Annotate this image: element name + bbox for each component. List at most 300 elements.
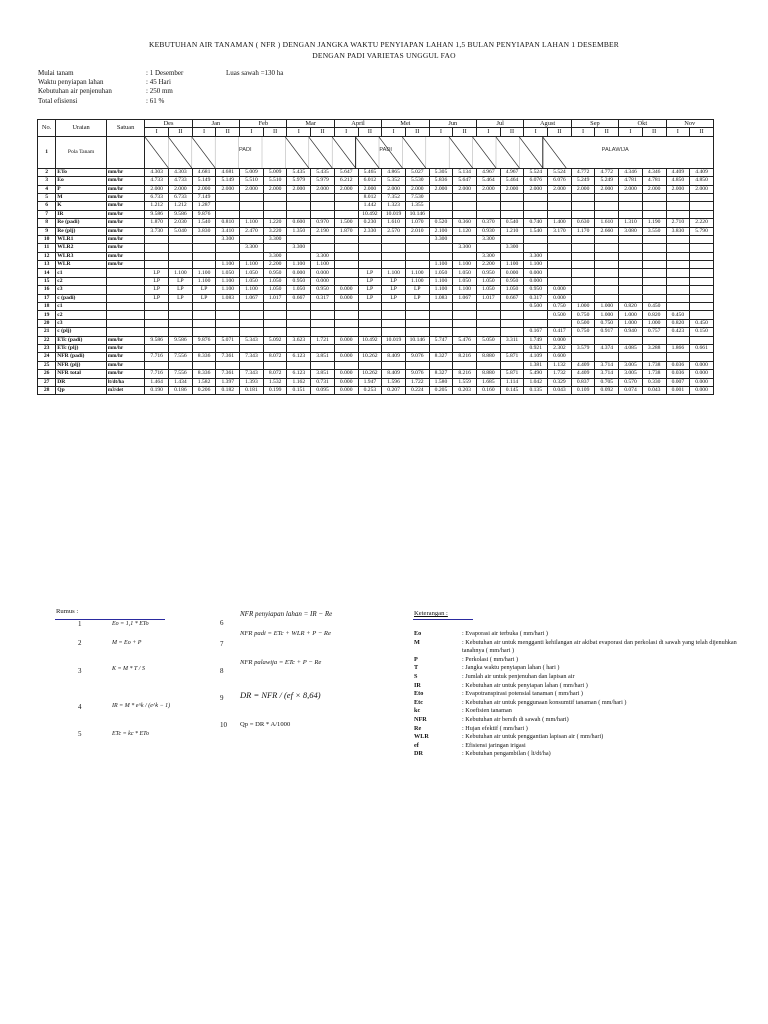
table-cell: 8.409 (382, 353, 406, 361)
row-label: NFR (plj) (56, 361, 107, 369)
table-cell (548, 202, 572, 210)
table-cell: 1.610 (595, 219, 619, 227)
table-cell (358, 319, 382, 327)
table-cell: 1.100 (453, 261, 477, 269)
table-cell (334, 361, 358, 369)
meta-info (38, 69, 283, 106)
table-cell (169, 244, 193, 252)
table-cell: 3.623 (287, 336, 311, 344)
table-cell: 2.000 (216, 185, 240, 193)
table-cell (429, 328, 453, 336)
table-cell: 0.000 (334, 370, 358, 378)
table-cell: 5.071 (216, 336, 240, 344)
table-cell: 1.350 (287, 227, 311, 235)
legend-item (414, 682, 754, 691)
table-cell (263, 361, 287, 369)
table-cell: 0.092 (595, 386, 619, 394)
legend-symbol: S (414, 672, 418, 680)
table-cell (642, 252, 666, 260)
table-cell (619, 244, 643, 252)
table-cell: 5.009 (240, 168, 264, 176)
table-cell: 0.940 (619, 328, 643, 336)
row-number: 16 (38, 286, 56, 294)
table-cell (477, 210, 501, 218)
table-cell: LP (358, 286, 382, 294)
table-cell: 5.871 (500, 370, 524, 378)
table-cell (595, 294, 619, 302)
table-cell: 1.559 (453, 378, 477, 386)
table-cell: 1.100 (240, 261, 264, 269)
table-cell: 0.750 (548, 303, 572, 311)
table-cell: 2.000 (263, 185, 287, 193)
table-cell: 5.524 (524, 168, 548, 176)
table-cell: 3.830 (192, 227, 216, 235)
month-header: Nov (666, 120, 713, 128)
table-cell: 2.000 (358, 185, 382, 193)
table-cell (334, 252, 358, 260)
period-header: I (334, 128, 358, 136)
table-cell: 3.300 (263, 235, 287, 243)
table-cell: 5.836 (429, 177, 453, 185)
table-cell (169, 261, 193, 269)
keterangan-underline (413, 619, 473, 620)
row-label: c (padi) (56, 294, 107, 302)
row-unit: mm/hr (106, 235, 144, 243)
table-row (38, 294, 714, 302)
meta-value: : 61 % (146, 96, 165, 105)
table-cell: LP (382, 286, 406, 294)
table-cell: 2.000 (382, 185, 406, 193)
table-cell (169, 235, 193, 243)
table-cell: 0.329 (548, 378, 572, 386)
table-cell (358, 244, 382, 252)
table-cell (500, 328, 524, 336)
table-cell (405, 319, 429, 327)
table-cell: 1.947 (358, 378, 382, 386)
table-cell: 4.967 (477, 168, 501, 176)
table-row (38, 235, 714, 243)
row-unit: mm/hr (106, 219, 144, 227)
table-cell: 2.302 (548, 344, 572, 352)
table-cell: 0.230 (358, 219, 382, 227)
table-cell: 7.556 (169, 370, 193, 378)
table-cell (571, 261, 595, 269)
table-cell: 3.300 (429, 235, 453, 243)
table-cell (666, 261, 690, 269)
table-cell (690, 202, 714, 210)
table-cell: 7.343 (240, 353, 264, 361)
row-number: 21 (38, 328, 56, 336)
table-cell: 2.000 (311, 185, 335, 193)
table-cell (216, 303, 240, 311)
table-cell (382, 311, 406, 319)
table-cell: 5.435 (287, 168, 311, 176)
table-cell (311, 361, 335, 369)
table-cell (382, 261, 406, 269)
table-cell: 3.300 (287, 244, 311, 252)
table-cell: 1.100 (429, 286, 453, 294)
table-cell: 1.050 (287, 286, 311, 294)
table-cell (216, 328, 240, 336)
table-cell: 1.120 (453, 227, 477, 235)
table-cell: 0.500 (548, 311, 572, 319)
table-cell: 5.305 (429, 168, 453, 176)
table-cell (405, 344, 429, 352)
legend-symbol: IR (414, 681, 421, 689)
table-cell (571, 193, 595, 201)
table-cell (571, 202, 595, 210)
table-cell (145, 319, 169, 327)
table-cell (642, 202, 666, 210)
table-cell (311, 244, 335, 252)
table-cell: 1.000 (595, 311, 619, 319)
doc-subtitle: DENGAN PADI VARIETAS UNGGUL FAO (312, 51, 456, 60)
table-cell: 1.000 (595, 303, 619, 311)
table-cell (216, 244, 240, 252)
row-label: c (plj) (56, 328, 107, 336)
table-cell: 0.036 (666, 361, 690, 369)
legend-item (414, 630, 754, 639)
table-cell: 7.361 (216, 370, 240, 378)
table-cell (619, 261, 643, 269)
formula-number: 8 (220, 667, 224, 675)
table-cell: 0.000 (334, 386, 358, 394)
table-row (38, 219, 714, 227)
table-cell (690, 336, 714, 344)
table-cell (145, 361, 169, 369)
table-cell: 0.930 (477, 227, 501, 235)
table-cell: LP (145, 277, 169, 285)
table-cell: 0.160 (477, 386, 501, 394)
row-label: WLR1 (56, 235, 107, 243)
table-cell (690, 193, 714, 201)
table-cell: 3.730 (145, 227, 169, 235)
table-cell: 2.190 (311, 227, 335, 235)
table-row (38, 168, 714, 176)
table-cell: 1.190 (642, 219, 666, 227)
table-cell: 0.330 (642, 378, 666, 386)
table-cell (595, 353, 619, 361)
row-unit: mm/hr (106, 185, 144, 193)
table-cell (571, 269, 595, 277)
table-cell: LP (405, 294, 429, 302)
table-cell: 1.540 (192, 219, 216, 227)
row-number: 4 (38, 185, 56, 193)
legend-description: : Koefisien tanaman (462, 707, 512, 715)
table-cell: 10.019 (382, 336, 406, 344)
table-cell: 0.109 (571, 386, 595, 394)
table-cell: 4.409 (666, 168, 690, 176)
table-cell: 2.000 (524, 185, 548, 193)
table-cell (666, 252, 690, 260)
table-cell (548, 193, 572, 201)
table-cell (311, 303, 335, 311)
table-cell (571, 210, 595, 218)
table-cell (642, 261, 666, 269)
table-cell (429, 252, 453, 260)
table-cell: 4.733 (169, 177, 193, 185)
table-cell: 1.100 (311, 261, 335, 269)
table-cell (334, 210, 358, 218)
table-cell (690, 244, 714, 252)
row-unit: m3/det (106, 386, 144, 394)
table-cell: 8.216 (453, 353, 477, 361)
table-row (38, 336, 714, 344)
table-cell: 5.464 (477, 177, 501, 185)
row-label: Pola Tanam (56, 136, 107, 168)
table-cell (263, 193, 287, 201)
table-cell (500, 303, 524, 311)
table-cell: 10.492 (358, 336, 382, 344)
month-header: Okt (619, 120, 666, 128)
legend-description: : Evaporasi air terbuka ( mm/hari ) (462, 630, 548, 637)
table-cell: 1.738 (642, 370, 666, 378)
table-cell: 0.095 (311, 386, 335, 394)
table-cell (263, 303, 287, 311)
table-cell: 2.000 (287, 185, 311, 193)
table-cell (334, 277, 358, 285)
table-cell: 1.050 (429, 269, 453, 277)
row-number: 28 (38, 386, 56, 394)
table-row (38, 286, 714, 294)
table-cell (382, 235, 406, 243)
table-cell (240, 344, 264, 352)
table-cell (145, 344, 169, 352)
table-cell (642, 353, 666, 361)
table-row (38, 353, 714, 361)
table-cell: 0.630 (571, 219, 595, 227)
table-cell (453, 328, 477, 336)
table-cell: 10.262 (358, 370, 382, 378)
table-cell: 5.979 (287, 177, 311, 185)
table-cell: 0.000 (311, 269, 335, 277)
table-cell: 5.134 (453, 168, 477, 176)
table-cell (216, 252, 240, 260)
row-unit: lt/dt/ha (106, 378, 144, 386)
table-cell (334, 193, 358, 201)
table-cell (453, 202, 477, 210)
table-cell: 1.355 (405, 202, 429, 210)
month-header: Mei (382, 120, 429, 128)
row-number: 26 (38, 370, 56, 378)
table-cell: 1.582 (192, 378, 216, 386)
table-cell: 0.074 (619, 386, 643, 394)
table-cell: 10.146 (405, 336, 429, 344)
row-label: Qp (56, 386, 107, 394)
table-cell: 4.772 (595, 168, 619, 176)
table-cell: 1.050 (500, 286, 524, 294)
table-cell: 1.100 (429, 261, 453, 269)
table-cell (311, 210, 335, 218)
table-cell: 0.500 (571, 319, 595, 327)
table-cell (263, 244, 287, 252)
table-cell (666, 193, 690, 201)
table-cell: 0.317 (524, 294, 548, 302)
table-cell: 6.012 (358, 177, 382, 185)
table-cell: 6.733 (145, 193, 169, 201)
table-cell: 1.100 (405, 277, 429, 285)
table-cell: 1.685 (477, 378, 501, 386)
legend-symbol: ef (414, 741, 419, 749)
table-cell (571, 244, 595, 252)
table-cell (642, 210, 666, 218)
table-cell: 1.100 (216, 286, 240, 294)
table-cell: 4.374 (595, 344, 619, 352)
table-cell: 1.287 (192, 202, 216, 210)
table-cell: 7.556 (169, 353, 193, 361)
table-cell (619, 235, 643, 243)
table-cell: 2.000 (571, 185, 595, 193)
table-cell (287, 210, 311, 218)
formula-m: M = Eo + P (112, 640, 142, 646)
table-cell (358, 328, 382, 336)
table-cell: 0.000 (548, 286, 572, 294)
table-cell: 3.300 (240, 244, 264, 252)
table-cell (145, 311, 169, 319)
period-header: II (311, 128, 335, 136)
table-cell: 0.360 (453, 219, 477, 227)
table-cell: 0.837 (571, 378, 595, 386)
table-cell: 8.880 (477, 370, 501, 378)
meta-extra: Luas sawah =130 ha (226, 69, 284, 77)
table-cell: 0.757 (642, 328, 666, 336)
row-label: c2 (56, 311, 107, 319)
table-cell: LP (169, 277, 193, 285)
table-row (38, 261, 714, 269)
table-cell (500, 344, 524, 352)
table-cell: 4.850 (690, 177, 714, 185)
period-header: II (169, 128, 193, 136)
table-cell (548, 252, 572, 260)
table-cell: 1.114 (500, 378, 524, 386)
table-cell: 3.300 (524, 252, 548, 260)
row-unit (106, 311, 144, 319)
table-cell: 0.181 (240, 386, 264, 394)
table-cell: LP (169, 286, 193, 294)
table-cell: 2.000 (145, 185, 169, 193)
table-cell: 0.950 (263, 269, 287, 277)
table-cell (477, 303, 501, 311)
table-cell (619, 336, 643, 344)
table-cell: 5.149 (216, 177, 240, 185)
table-cell (169, 344, 193, 352)
table-cell (169, 319, 193, 327)
month-header: Feb (240, 120, 287, 128)
row-label: NFR total (56, 370, 107, 378)
formula-number: 9 (220, 694, 224, 702)
table-cell: 5.092 (263, 336, 287, 344)
table-cell: 1.749 (524, 336, 548, 344)
row-number: 14 (38, 269, 56, 277)
table-cell (287, 193, 311, 201)
water-requirement-table (37, 119, 714, 395)
table-cell: 3.300 (311, 252, 335, 260)
row-number: 6 (38, 202, 56, 210)
table-cell: 1.050 (240, 277, 264, 285)
table-cell: 0.950 (500, 277, 524, 285)
table-cell: LP (358, 294, 382, 302)
formula-etc: ETc = kc * ETo (112, 731, 149, 737)
table-cell (216, 361, 240, 369)
table-cell: 6.123 (287, 353, 311, 361)
table-cell (666, 286, 690, 294)
table-cell: 1.397 (216, 378, 240, 386)
table-row (38, 210, 714, 218)
table-cell: 8.327 (429, 370, 453, 378)
meta-key: Waktu penyiapan lahan (38, 78, 104, 87)
row-label: M (56, 193, 107, 201)
table-cell (192, 344, 216, 352)
table-cell (477, 344, 501, 352)
table-cell: 2.000 (548, 185, 572, 193)
formula-dr: DR = NFR / (ef × 8,64) (240, 690, 321, 700)
legend-description: : Kebutuhan air untuk penggantian lapisan air ( mm/hari) (462, 733, 604, 741)
period-header: I (382, 128, 406, 136)
table-cell: 1.100 (524, 261, 548, 269)
table-cell (240, 210, 264, 218)
table-cell (334, 269, 358, 277)
table-cell: 1.170 (571, 227, 595, 235)
table-cell: 8.072 (263, 353, 287, 361)
table-cell (287, 252, 311, 260)
legend-item (414, 725, 754, 734)
table-cell: 0.000 (690, 361, 714, 369)
month-header: Jun (429, 120, 476, 128)
table-cell (334, 303, 358, 311)
table-cell: 4.850 (666, 177, 690, 185)
table-cell (263, 311, 287, 319)
formula-number: 6 (220, 619, 224, 627)
period-header: II (405, 128, 429, 136)
table-cell: 1.580 (429, 378, 453, 386)
table-cell: 1.866 (666, 344, 690, 352)
table-cell (382, 319, 406, 327)
table-cell (145, 261, 169, 269)
table-cell: 8.216 (453, 370, 477, 378)
table-cell (145, 244, 169, 252)
table-cell (666, 269, 690, 277)
table-cell (548, 319, 572, 327)
table-cell (666, 336, 690, 344)
table-cell: 6.212 (334, 177, 358, 185)
row-unit: mm/hr (106, 353, 144, 361)
table-cell (192, 303, 216, 311)
table-cell: 3.220 (263, 227, 287, 235)
row-number: 3 (38, 177, 56, 185)
table-cell: 3.579 (571, 344, 595, 352)
table-cell (453, 252, 477, 260)
table-cell (571, 294, 595, 302)
row-number: 25 (38, 361, 56, 369)
table-cell (619, 353, 643, 361)
row-label: c2 (56, 277, 107, 285)
table-row (38, 244, 714, 252)
table-cell: 0.970 (311, 219, 335, 227)
table-cell (453, 303, 477, 311)
table-cell: 0.224 (405, 386, 429, 394)
table-cell: 8.327 (429, 353, 453, 361)
table-cell (334, 344, 358, 352)
table-cell: 0.600 (287, 219, 311, 227)
table-cell: 8.409 (382, 370, 406, 378)
table-cell: 0.167 (524, 328, 548, 336)
legend-description: : Jumlah air untuk penjenuhan dan lapisan air (462, 672, 575, 680)
keterangan-label: Keterangan : (414, 610, 448, 617)
table-cell (405, 328, 429, 336)
row-label: IR (56, 210, 107, 218)
legend-symbol: Eto (414, 690, 424, 698)
row-number: 9 (38, 227, 56, 235)
